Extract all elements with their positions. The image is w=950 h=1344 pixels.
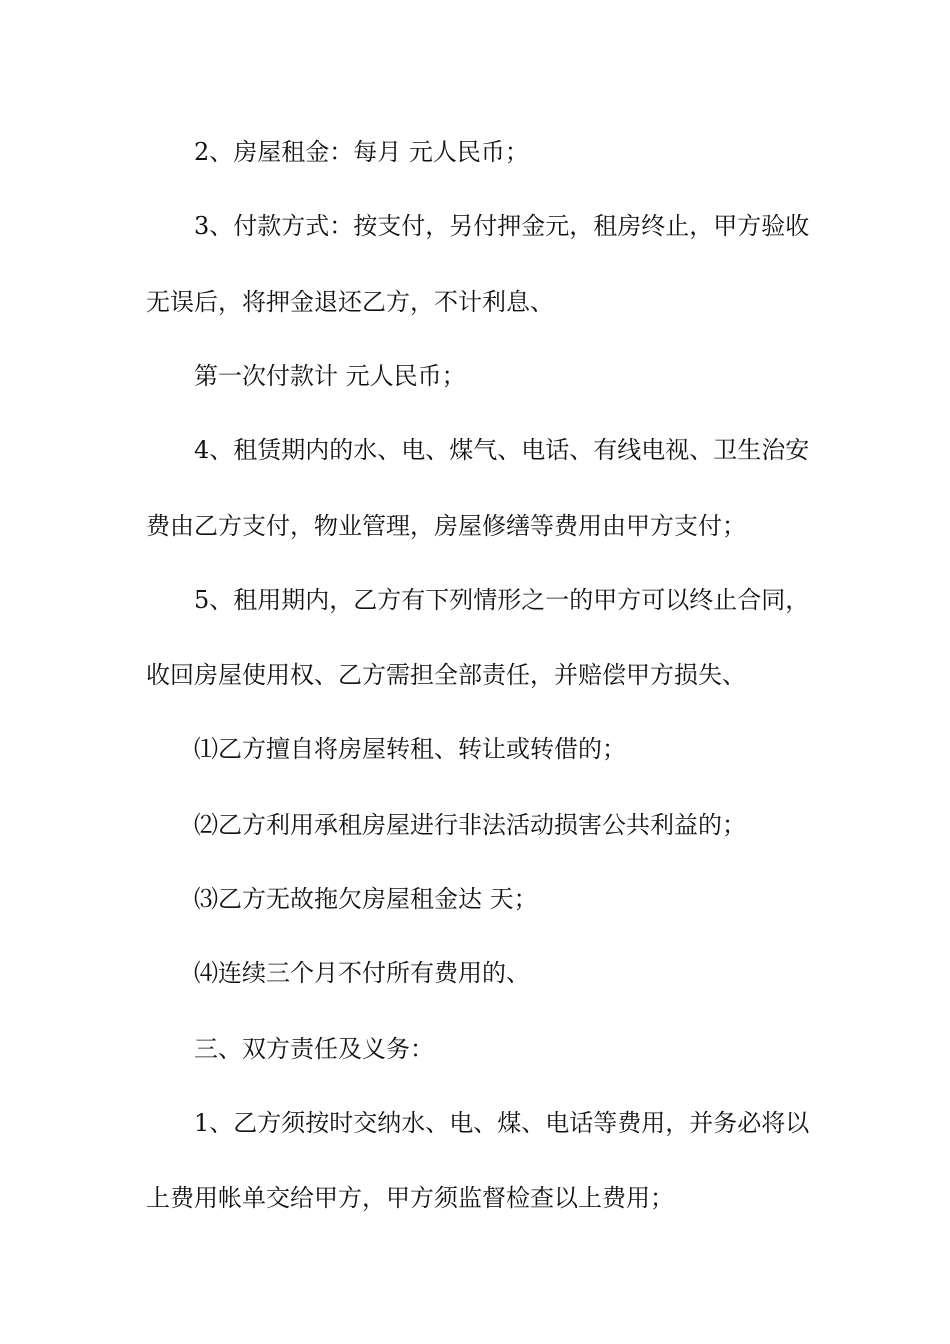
paragraph-payment-method-cont: 无误后，将押金退还乙方，不计利息、	[146, 288, 554, 316]
paragraph-tenant-fees-cont: 上费用帐单交给甲方，甲方须监督检查以上费用；	[146, 1184, 674, 1212]
list-item-sublet: ⑴乙方擅自将房屋转租、转让或转借的；	[194, 735, 626, 763]
list-item-unpaid-fees: ⑷连续三个月不付所有费用的、	[194, 959, 530, 987]
paragraph-termination-cont: 收回房屋使用权、乙方需担全部责任，并赔偿甲方损失、	[146, 661, 746, 689]
paragraph-utilities-cont: 费由乙方支付，物业管理，房屋修缮等费用由甲方支付；	[146, 512, 746, 540]
paragraph-termination: 5、租用期内，乙方有下列情形之一的甲方可以终止合同，	[194, 586, 810, 614]
paragraph-rent-amount: 2、房屋租金：每月 元人民币；	[194, 138, 529, 166]
list-item-illegal-use: ⑵乙方利用承租房屋进行非法活动损害公共利益的；	[194, 811, 746, 839]
paragraph-tenant-fees: 1、乙方须按时交纳水、电、煤、电话等费用，并务必将以	[194, 1109, 810, 1137]
paragraph-first-payment: 第一次付款计 元人民币；	[194, 362, 466, 390]
section-heading-responsibilities: 三、双方责任及义务：	[194, 1035, 434, 1063]
paragraph-utilities: 4、租赁期内的水、电、煤气、电话、有线电视、卫生治安	[194, 436, 810, 464]
list-item-rent-arrears: ⑶乙方无故拖欠房屋租金达 天；	[194, 885, 538, 913]
paragraph-payment-method: 3、付款方式：按支付，另付押金元，租房终止，甲方验收	[194, 212, 810, 240]
